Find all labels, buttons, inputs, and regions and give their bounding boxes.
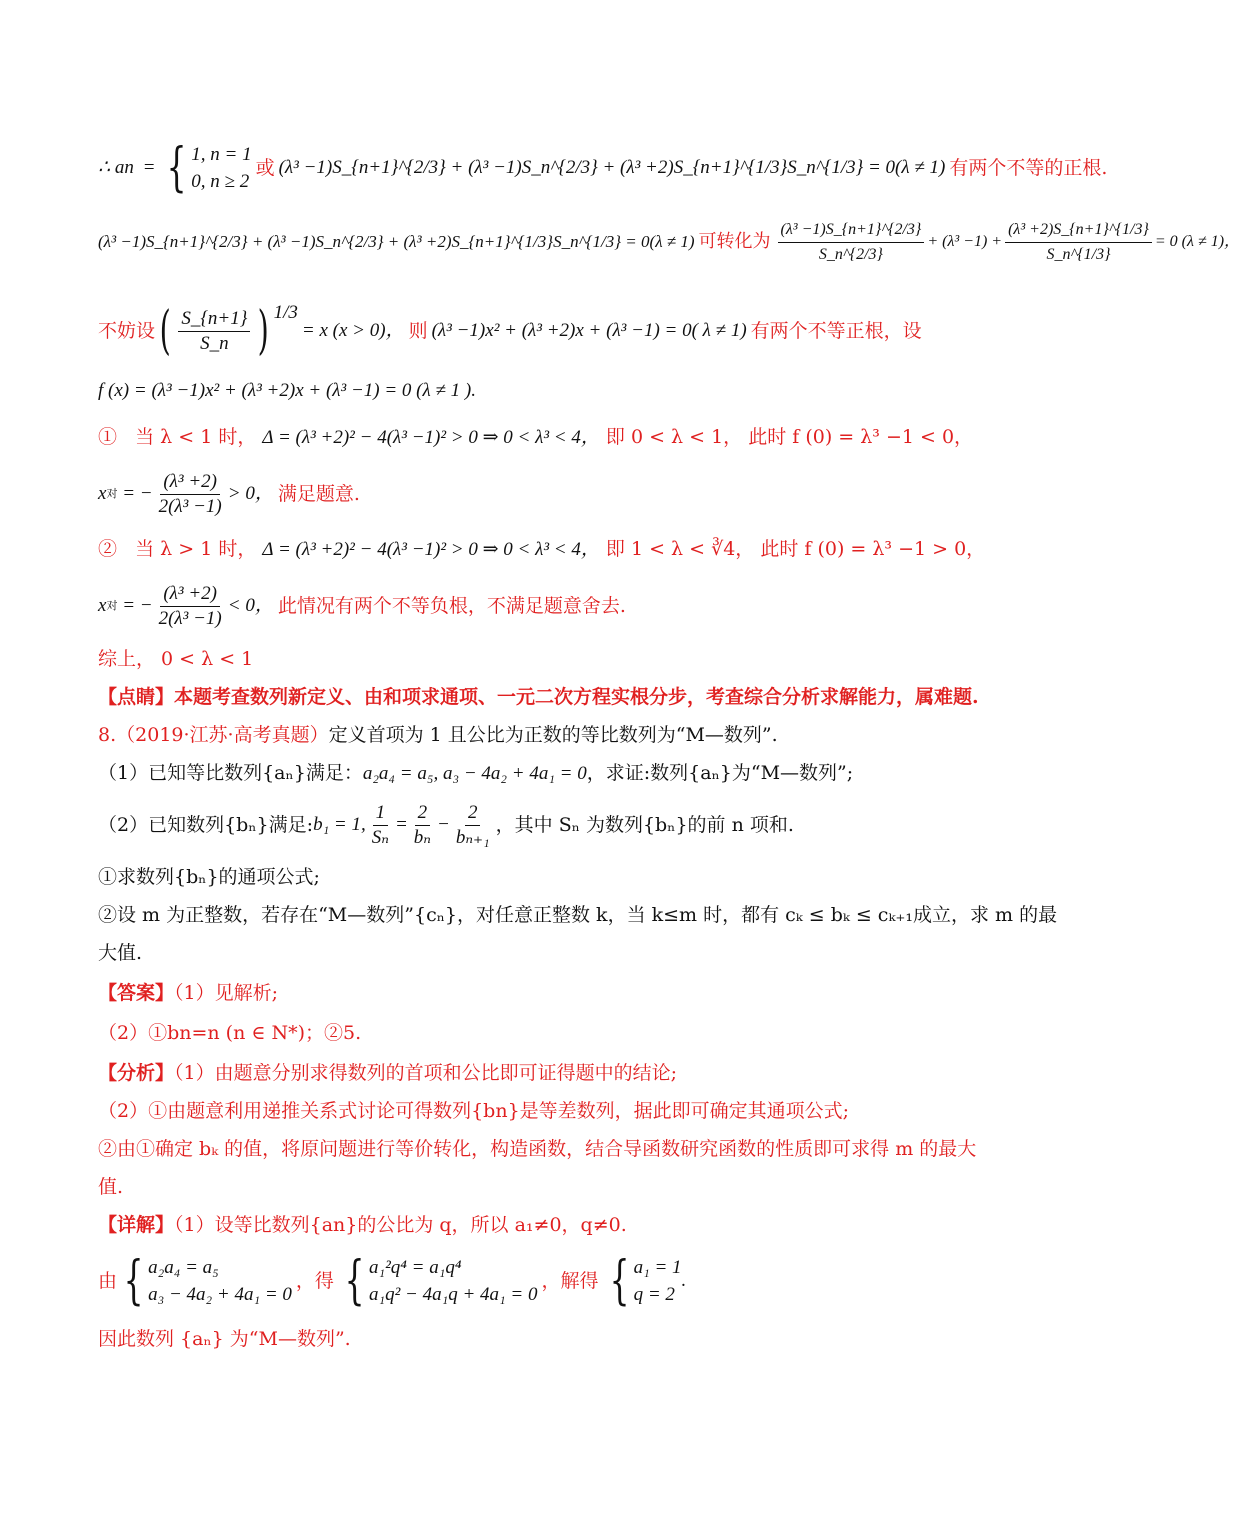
- line-transform: (λ³ −1)S_{n+1}^{2/3} + (λ³ −1)S_n^{2/3} + (λ³ +2)S_{n+1}^{1/3}S_n^{1/3} = 0(λ ≠ 1) 可转化为 $\frac{\text{(λ³ −1)S\_\{n+1\}\textasciicircum{}\{2/3\}}}{S\_n\^{}\{2/3\}}$ + (λ³ −1) + $\frac{\text{(λ³ +2)S\_\{n+1\}\textasciicircum{}\{1/3\}}}{S\_n\^{}\{1/3\}}$ = 0 (λ ≠ 1)，: [98, 210, 1020, 274]
- axis-negative-line: x 对 = − $\frac{\text{(λ³ +2)}}{\text{2(λ³ −1)}}$ < 0， 此情况有两个不等负根，不满足题意舍去.: [98, 582, 626, 629]
- problem-8-heading: 8.（2019·江苏·高考真题）定义首项为 1 且公比为正数的等比数列为“M—数列”.: [98, 724, 778, 746]
- line-substitution: 不妨设 ( $\frac{S\_\{n+1\}}{S\_n}$ ) 1/3 = x (x > 0)， 则 (λ³ −1)x² + (λ³ +2)x + (λ³ −1) = 0( λ ≠ 1) 有两个不等正根，设: [98, 301, 922, 361]
- answer-line-2: （2）①bn=n (n ∈ N*)；②5.: [98, 1022, 362, 1044]
- problem-part-1: （1）已知等比数列{aₙ}满足：a₂a₄ = a₅, a₃ − 4a₂ + 4a₁ = 0，求证:数列{aₙ}为“M—数列”;: [98, 762, 854, 784]
- axis-positive-line: x 对 = − $\frac{\text{(λ³ +2)}}{\text{2(λ³ −1)}}$ > 0， 满足题意.: [98, 470, 360, 517]
- analysis-line-3: ②由①确定 bₖ 的值，将原问题进行等价转化，构造函数，结合导函数研究函数的性质即可求得 m 的最大: [98, 1138, 977, 1160]
- analysis-line: 【分析】（1）由题意分别求得数列的首项和公比即可证得题中的结论;: [98, 1062, 678, 1084]
- math-an: ∴ a: [98, 157, 125, 178]
- subquestion-2: ②设 m 为正整数，若存在“M—数列”{cₙ}，对任意正整数 k，当 k≤m 时，都有 cₖ ≤ bₖ ≤ cₖ₊₁成立，求 m 的最: [98, 904, 1058, 926]
- problem-part-2: （2）已知数列{bₙ}满足: b₁ = 1, $\frac{1}{\text{Sₙ}}$ = $\frac{2}{\text{bₙ}}$ − $\frac{2}{\text{bₙ₊₁}}$ ，其中 Sₙ 为数列{bₙ}的前 n 项和.: [98, 801, 794, 848]
- note-line: 【点睛】本题考查数列新定义、由和项求通项、一元二次方程实根分步，考查综合分析求解能力，属难题.: [98, 686, 979, 708]
- conclusion-line: 综上， 0 < λ < 1: [98, 648, 254, 670]
- detail-line: 【详解】（1）设等比数列{an}的公比为 q，所以 a₁≠0，q≠0.: [98, 1214, 627, 1236]
- case-one-line: ① 当 λ < 1 时， Δ = (λ³ +2)² − 4(λ³ −1)² > 0 ⇒ 0 < λ³ < 4， 即 0 < λ < 1， 此时 f (0) = λ³ −1 < 0，: [98, 426, 974, 448]
- math-equation: (λ³ −1)S_{n+1}^{2/3} + (λ³ −1)S_n^{2/3} + (λ³ +2)S_{n+1}^{1/3}S_n^{1/3} = 0(λ ≠ 1): [278, 157, 946, 178]
- answer-line: 【答案】（1）见解析;: [98, 982, 279, 1004]
- cases-brace: { 1, n = 1 0, n ≥ 2: [166, 138, 252, 198]
- analysis-line-4: 值.: [98, 1176, 124, 1198]
- line-an-cases: ∴ a n = { 1, n = 1 0, n ≥ 2 或 (λ³ −1)S_{n+1}^{2/3} + (λ³ −1)S_n^{2/3} + (λ³ +2)S_{n+1}^{1/3}S_n^{1/3} = 0(λ ≠ 1) 有两个不等的正根.: [98, 138, 1108, 198]
- line-fx: f (x) = (λ³ −1)x² + (λ³ +2)x + (λ³ −1) = 0 (λ ≠ 1 ).: [98, 380, 476, 401]
- analysis-line-2: （2）①由题意利用递推关系式讨论可得数列{bn}是等差数列，据此即可确定其通项公式;: [98, 1100, 850, 1122]
- subquestion-1: ①求数列{bₙ}的通项公式;: [98, 866, 320, 888]
- case-two-line: ② 当 λ > 1 时， Δ = (λ³ +2)² − 4(λ³ −1)² > 0 ⇒ 0 < λ³ < 4， 即 1 < λ < ∛4， 此时 f (0) = λ³ −1 > 0，: [98, 538, 986, 560]
- subquestion-2-cont: 大值.: [98, 942, 143, 964]
- system-line: 由 { a₂a₄ = a₅ a₃ − 4a₂ + 4a₁ = 0 ，得 { a₁²q⁴ = a₁q⁴ a₁q² − 4a₁q + 4a₁ = 0 ，解得 { a₁ = 1 q = 2 .: [98, 1251, 687, 1311]
- final-line: 因此数列 {aₙ} 为“M—数列”.: [98, 1328, 351, 1350]
